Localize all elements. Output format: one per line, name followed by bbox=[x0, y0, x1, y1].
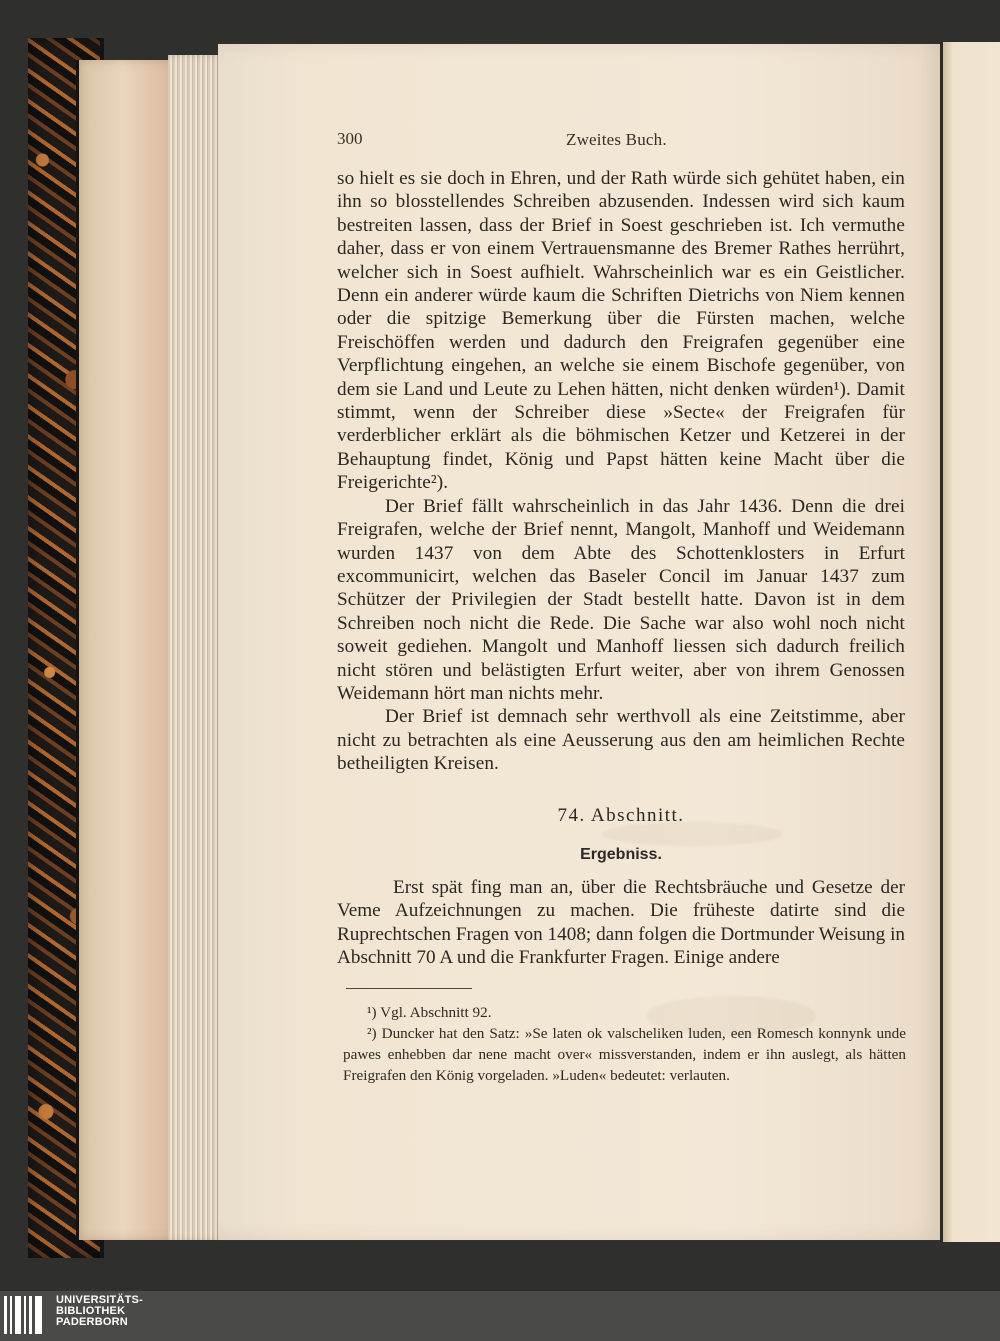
running-head: Zweites Buch. bbox=[566, 130, 667, 149]
stacked-page-edges bbox=[168, 55, 224, 1240]
library-name-line: BIBLIOTHEK bbox=[56, 1305, 126, 1317]
body-paragraph: so hielt es sie doch in Ehren, und der Rath würde sich gehütet haben, ein ihn so blosstellendes Schreiben abzusenden. Indessen wird sich kaum bestreiten lassen, dass der Brief in Soest geschrieben ist. Ich vermuthe daher, dass er von einem Vertrauensmanne des Bremer Rathes herrührt, welcher sich in Soest aufhielt. Wahrscheinlich war es ein Geistlicher. Denn ein anderer würde kaum die Schriften Dietrichs von Niem kennen oder die spitzige Bemerkung über die Fürsten machen, welche Freischöffen werden und dadurch den Freigrafen gegenüber eine Verpflichtung eingehen, an welche sie einem Bischofe gegenüber, von dem sie Land und Leute zu Lehen hätten, nicht denken würden¹). Damit stimmt, wenn der Schreiber diese »Secte« der Freigrafen für verderblicher erklärt als die böhmischen Ketzer und Ketzerei in der Behauptung findet, König und Papst hätten keine Macht über die Freigerichte²). bbox=[337, 168, 905, 494]
page-header bbox=[337, 129, 905, 153]
facing-page-edge bbox=[940, 42, 1000, 1242]
section-heading: 74. Abschnitt. bbox=[557, 805, 685, 826]
section-text-block bbox=[337, 876, 905, 970]
footnotes bbox=[343, 1002, 906, 1086]
body-paragraph: Der Brief fällt wahrscheinlich in das Jahr 1436. Denn die drei Freigrafen, welche der Brief nennt, Mangolt, Manhoff und Weidemann wurden 1437 von dem Abte des Schottenklosters in Erfurt excommunicirt, welchen das Baseler Concil im Januar 1437 zum Schützer der Privilegien der Stadt bestellt hatte. Davon ist in dem Schreiben noch nicht die Rede. Die Sache war also wohl noch nicht soweit gediehen. Mangolt und Manhoff liessen sich dadurch freilich nicht stören und belästigten Erfurt weiter, aber von ihrem Genossen Weidemann hört man nichts mehr. bbox=[337, 495, 905, 704]
section-paragraph: Erst spät fing man an, über die Rechtsbräuche und Gesetze der Veme Aufzeichnungen zu machen. Die früheste datirte sind die Ruprechtschen Fragen von 1408; dann folgen die Dortmunder Weisung in Abschnitt 70 A und die Frankfurter Fragen. Einige andere bbox=[337, 877, 905, 969]
library-name-line: UNIVERSITÄTS- bbox=[56, 1294, 143, 1306]
page-number: 300 bbox=[337, 129, 363, 148]
library-footer-bar bbox=[0, 1291, 1000, 1341]
library-name-line: PADERBORN bbox=[56, 1316, 128, 1328]
footnote-2: ²) Duncker hat den Satz: »Se laten ok valscheliken luden, een Romesch konnynk unde pawes enhebben dar nene macht over« missverstanden, indem er ihn auslegt, als hätten Freigrafen den König vorgeladen. »Luden« bedeutet: verlauten. bbox=[343, 1025, 906, 1084]
footnote-1: ¹) Vgl. Abschnitt 92. bbox=[367, 1004, 492, 1021]
section-subtitle: Ergebniss. bbox=[580, 846, 662, 863]
body-paragraph: Der Brief ist demnach sehr werthvoll als eine Zeitstimme, aber nicht zu betrachten als eine Aeusserung aus den am heimlichen Rechte betheiligten Kreisen. bbox=[337, 706, 905, 775]
library-name bbox=[56, 1295, 143, 1328]
main-text-block bbox=[337, 167, 905, 776]
barcode-logo-icon bbox=[4, 1296, 50, 1334]
footnote-divider bbox=[346, 988, 472, 989]
book-board-edge bbox=[76, 60, 175, 1240]
